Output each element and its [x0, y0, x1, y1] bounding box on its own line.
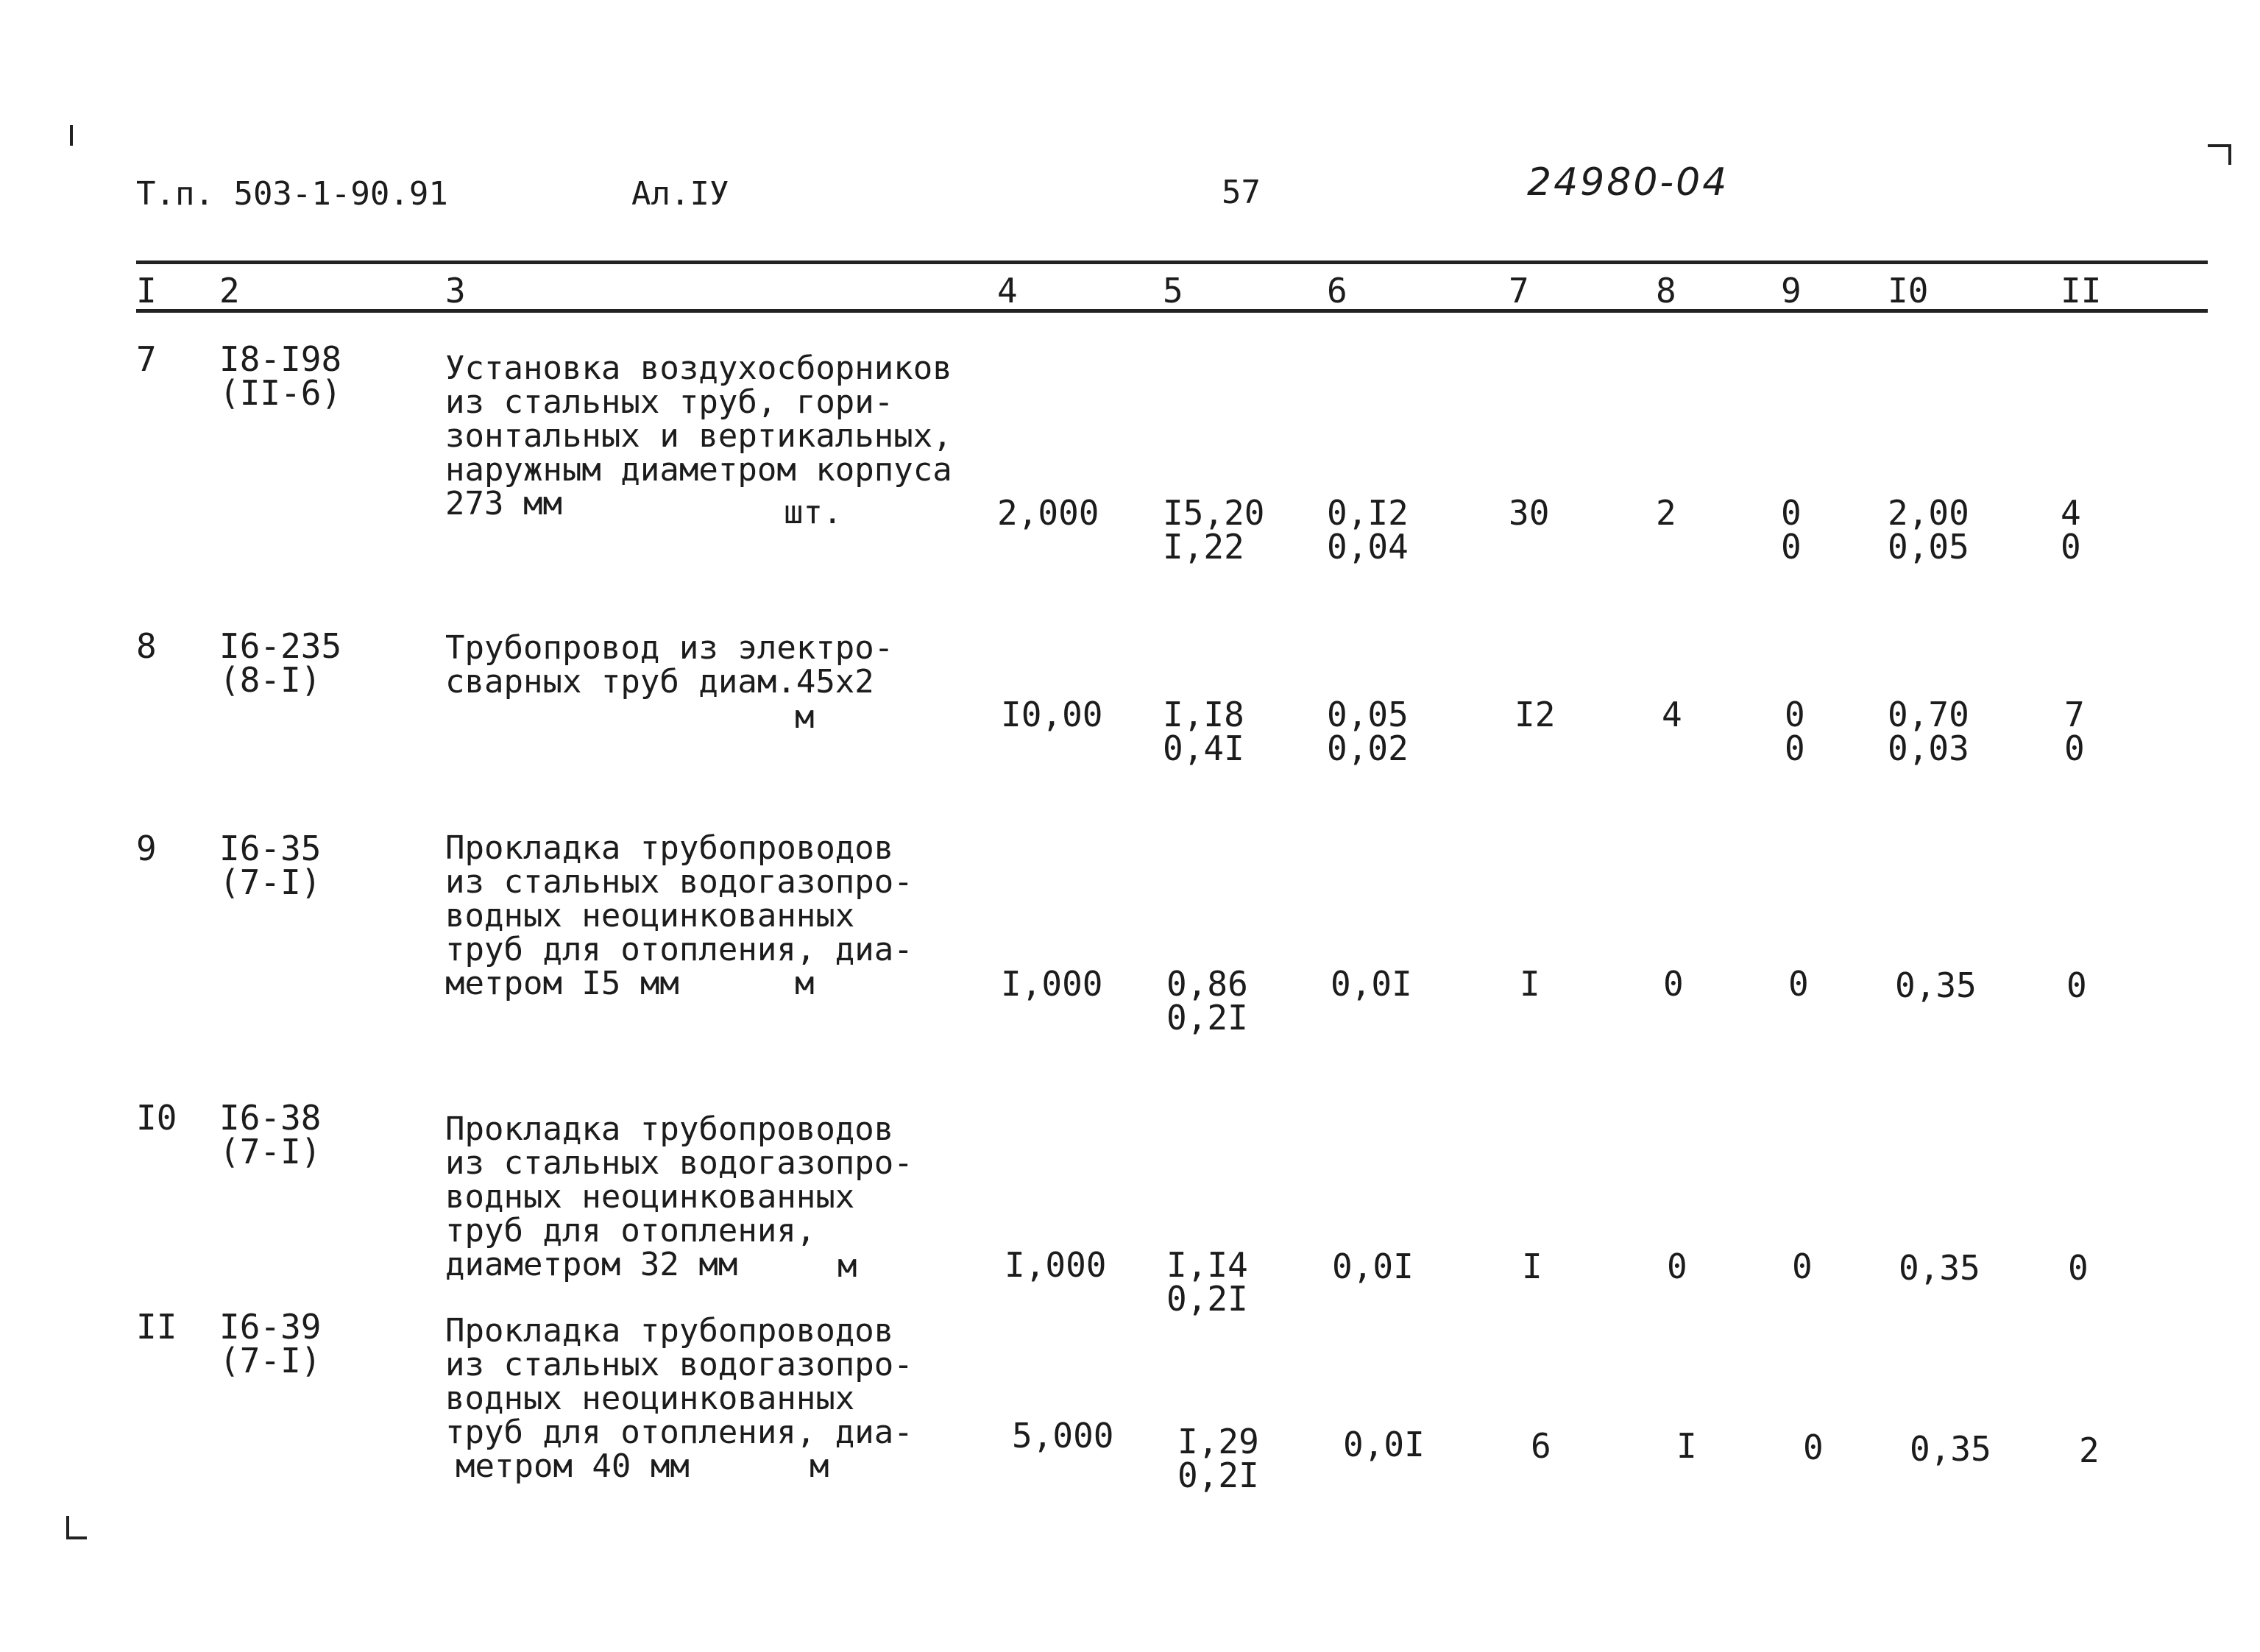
row-description-line: труб для отопления, диа-	[445, 931, 913, 968]
row-number: 8	[136, 626, 157, 666]
row-col6	[1327, 493, 1409, 567]
row-col5-line: 0,4I	[1163, 728, 1244, 768]
row-col9-line: 0	[1803, 1428, 1824, 1467]
row-description	[445, 829, 913, 1002]
row-code-line: I6-39	[219, 1307, 322, 1347]
row-col7: 6	[1531, 1426, 1551, 1466]
row-description-line: Установка воздухосборников	[445, 350, 952, 387]
row-description	[445, 631, 893, 699]
col-number-8: 8	[1656, 271, 1676, 311]
row-code-line: (7-I)	[219, 1132, 322, 1171]
row-unit: м	[810, 1447, 829, 1485]
row-col5-line: I,I4	[1166, 1245, 1248, 1285]
page-number: 57	[1222, 174, 1261, 211]
col-number-4: 4	[997, 271, 1018, 311]
row-col8: 2	[1656, 493, 1676, 533]
row-col6-line: 0,02	[1327, 728, 1409, 768]
col-number-7: 7	[1509, 271, 1529, 311]
row-col7: I2	[1515, 695, 1556, 734]
row-col11	[2068, 1248, 2089, 1288]
row-code-line: I6-35	[219, 829, 322, 868]
row-col11-line: 0	[2064, 728, 2085, 768]
row-description-line: труб для отопления, диа-	[445, 1414, 913, 1451]
row-description-line: зонтальных и вертикальных,	[445, 417, 952, 455]
row-col10	[1888, 493, 1969, 567]
row-col8: 0	[1667, 1247, 1687, 1286]
row-description-line: из стальных труб, гори-	[445, 383, 894, 421]
col-number-1: I	[136, 271, 157, 311]
row-description-line: труб для отопления,	[445, 1212, 816, 1249]
row-description-line: из стальных водогазопро-	[445, 1144, 913, 1182]
row-col11-line: 4	[2061, 493, 2081, 533]
row-col10	[1888, 695, 1969, 768]
row-col8: 0	[1663, 964, 1684, 1004]
row-col4: I0,00	[1001, 695, 1103, 734]
row-col5	[1177, 1422, 1259, 1495]
row-col11	[2066, 965, 2087, 1005]
row-description-line: из стальных водогазопро-	[445, 863, 913, 901]
row-code-line: (7-I)	[219, 862, 322, 902]
row-col9	[1788, 964, 1809, 1004]
row-col4: 2,000	[997, 493, 1099, 533]
row-unit: м	[795, 965, 815, 1002]
row-col6-line: 0,I2	[1327, 493, 1409, 533]
row-col5-line: 0,2I	[1166, 998, 1248, 1038]
row-code-line: (II-6)	[219, 373, 342, 413]
table-top-rule	[136, 260, 2208, 264]
row-col10-line: 0,70	[1888, 695, 1969, 734]
row-code	[219, 626, 342, 700]
col-number-3: 3	[445, 271, 466, 311]
row-number: 9	[136, 829, 157, 868]
row-col4: 5,000	[1012, 1416, 1114, 1456]
col-number-9: 9	[1781, 271, 1802, 311]
row-col9	[1803, 1428, 1824, 1467]
col-number-5: 5	[1163, 271, 1183, 311]
row-description-line: водных неоцинкованных	[445, 897, 855, 935]
row-description-line: 273 мм	[445, 485, 562, 522]
row-col7: I	[1522, 1247, 1542, 1286]
row-col11-line: 0	[2061, 527, 2081, 567]
row-col5-line: 0,2I	[1166, 1279, 1248, 1319]
row-col6	[1332, 1247, 1414, 1286]
row-col11-line: 0	[2068, 1248, 2089, 1288]
row-col9	[1785, 695, 1805, 768]
row-col10-line: 0,05	[1888, 527, 1969, 567]
row-description-line: водных неоцинкованных	[445, 1178, 855, 1216]
row-code-line: I6-38	[219, 1098, 322, 1138]
row-col11-line: 2	[2079, 1431, 2100, 1470]
row-code	[219, 829, 322, 902]
row-number: 7	[136, 339, 157, 379]
row-col6	[1327, 695, 1409, 768]
row-description-line: Прокладка трубопроводов	[445, 1312, 894, 1350]
col-number-10: I0	[1888, 271, 1929, 311]
row-code-line: I8-I98	[219, 339, 342, 379]
corner-mark-top-left	[70, 125, 73, 146]
row-col9-line: 0	[1781, 493, 1802, 533]
corner-mark-top-right	[2208, 144, 2230, 147]
row-col11-line: 7	[2064, 695, 2085, 734]
row-code-line: (8-I)	[219, 660, 322, 700]
row-col7: 30	[1509, 493, 1550, 533]
row-number: I0	[136, 1098, 177, 1138]
row-code	[219, 1307, 322, 1380]
album-label: Ал.IУ	[631, 175, 729, 213]
row-code	[219, 339, 342, 413]
row-description-line: метром I5 мм	[445, 965, 679, 1002]
row-col5	[1163, 695, 1244, 768]
row-code-line: (7-I)	[219, 1341, 322, 1380]
row-col9	[1792, 1247, 1813, 1286]
corner-mark-bottom-left-h	[66, 1536, 87, 1539]
row-col5	[1166, 1245, 1248, 1319]
row-description-line: Трубопровод из электро-	[445, 629, 894, 667]
row-col10	[1899, 1248, 1980, 1288]
row-col9-line: 0	[1785, 728, 1805, 768]
project-code: Т.п. 503-1-90.91	[136, 175, 448, 213]
row-col6-line: 0,0I	[1343, 1425, 1425, 1464]
row-description-line: Прокладка трубопроводов	[445, 829, 894, 867]
row-col10-line: 2,00	[1888, 493, 1969, 533]
row-col6	[1343, 1425, 1425, 1464]
row-col9-line: 0	[1781, 527, 1802, 567]
row-description-line: водных неоцинкованных	[445, 1380, 855, 1417]
row-col11	[2061, 493, 2081, 567]
row-col10-line: 0,35	[1899, 1248, 1980, 1288]
col-number-11: II	[2061, 271, 2102, 311]
row-col10	[1910, 1429, 1991, 1469]
row-col10-line: 0,35	[1910, 1429, 1991, 1469]
row-col4: I,000	[1005, 1245, 1107, 1285]
corner-mark-top-right-v	[2228, 144, 2231, 165]
row-col5-line: 0,2I	[1177, 1456, 1259, 1495]
row-description-line: Прокладка трубопроводов	[445, 1110, 894, 1148]
row-col8: I	[1676, 1426, 1697, 1466]
row-description-line: диаметром 32 мм	[445, 1246, 738, 1283]
row-col6-line: 0,04	[1327, 527, 1409, 567]
row-description	[445, 352, 952, 521]
row-col5-line: I5,20	[1163, 493, 1265, 533]
row-col8: 4	[1662, 695, 1682, 734]
row-col5-line: 0,86	[1166, 964, 1248, 1004]
row-col11-line: 0	[2066, 965, 2087, 1005]
row-col9-line: 0	[1792, 1247, 1813, 1286]
row-col9-line: 0	[1785, 695, 1805, 734]
row-description	[445, 1314, 913, 1483]
row-col11	[2064, 695, 2085, 768]
row-col10-line: 0,35	[1895, 965, 1977, 1005]
row-col5-line: I,29	[1177, 1422, 1259, 1461]
row-unit: м	[795, 698, 815, 736]
row-col7: I	[1520, 964, 1540, 1004]
row-col6-line: 0,0I	[1331, 964, 1412, 1004]
row-col5	[1163, 493, 1265, 567]
row-description-line: из стальных водогазопро-	[445, 1346, 913, 1383]
row-col4: I,000	[1001, 964, 1103, 1004]
row-description-line: сварных труб диам.45х2	[445, 663, 874, 701]
row-description-line: наружным диаметром корпуса	[445, 451, 952, 489]
row-col6	[1331, 964, 1412, 1004]
row-col6-line: 0,05	[1327, 695, 1409, 734]
col-number-6: 6	[1327, 271, 1347, 311]
corner-mark-bottom-left	[66, 1516, 69, 1538]
row-col10-line: 0,03	[1888, 728, 1969, 768]
row-col11	[2079, 1431, 2100, 1470]
row-col5-line: I,I8	[1163, 695, 1244, 734]
row-description-line: метром 40 мм	[456, 1447, 690, 1485]
row-col6-line: 0,0I	[1332, 1247, 1414, 1286]
row-code	[219, 1098, 322, 1171]
row-col10	[1895, 965, 1977, 1005]
row-code-line: I6-235	[219, 626, 342, 666]
row-col9-line: 0	[1788, 964, 1809, 1004]
row-unit: м	[837, 1247, 857, 1285]
row-col9	[1781, 493, 1802, 567]
row-number: II	[136, 1307, 177, 1347]
row-col5	[1166, 964, 1248, 1038]
row-col5-line: I,22	[1163, 527, 1244, 567]
row-unit: шт.	[784, 494, 843, 531]
document-number: 24980-04	[1527, 160, 1729, 205]
col-number-2: 2	[219, 271, 240, 311]
